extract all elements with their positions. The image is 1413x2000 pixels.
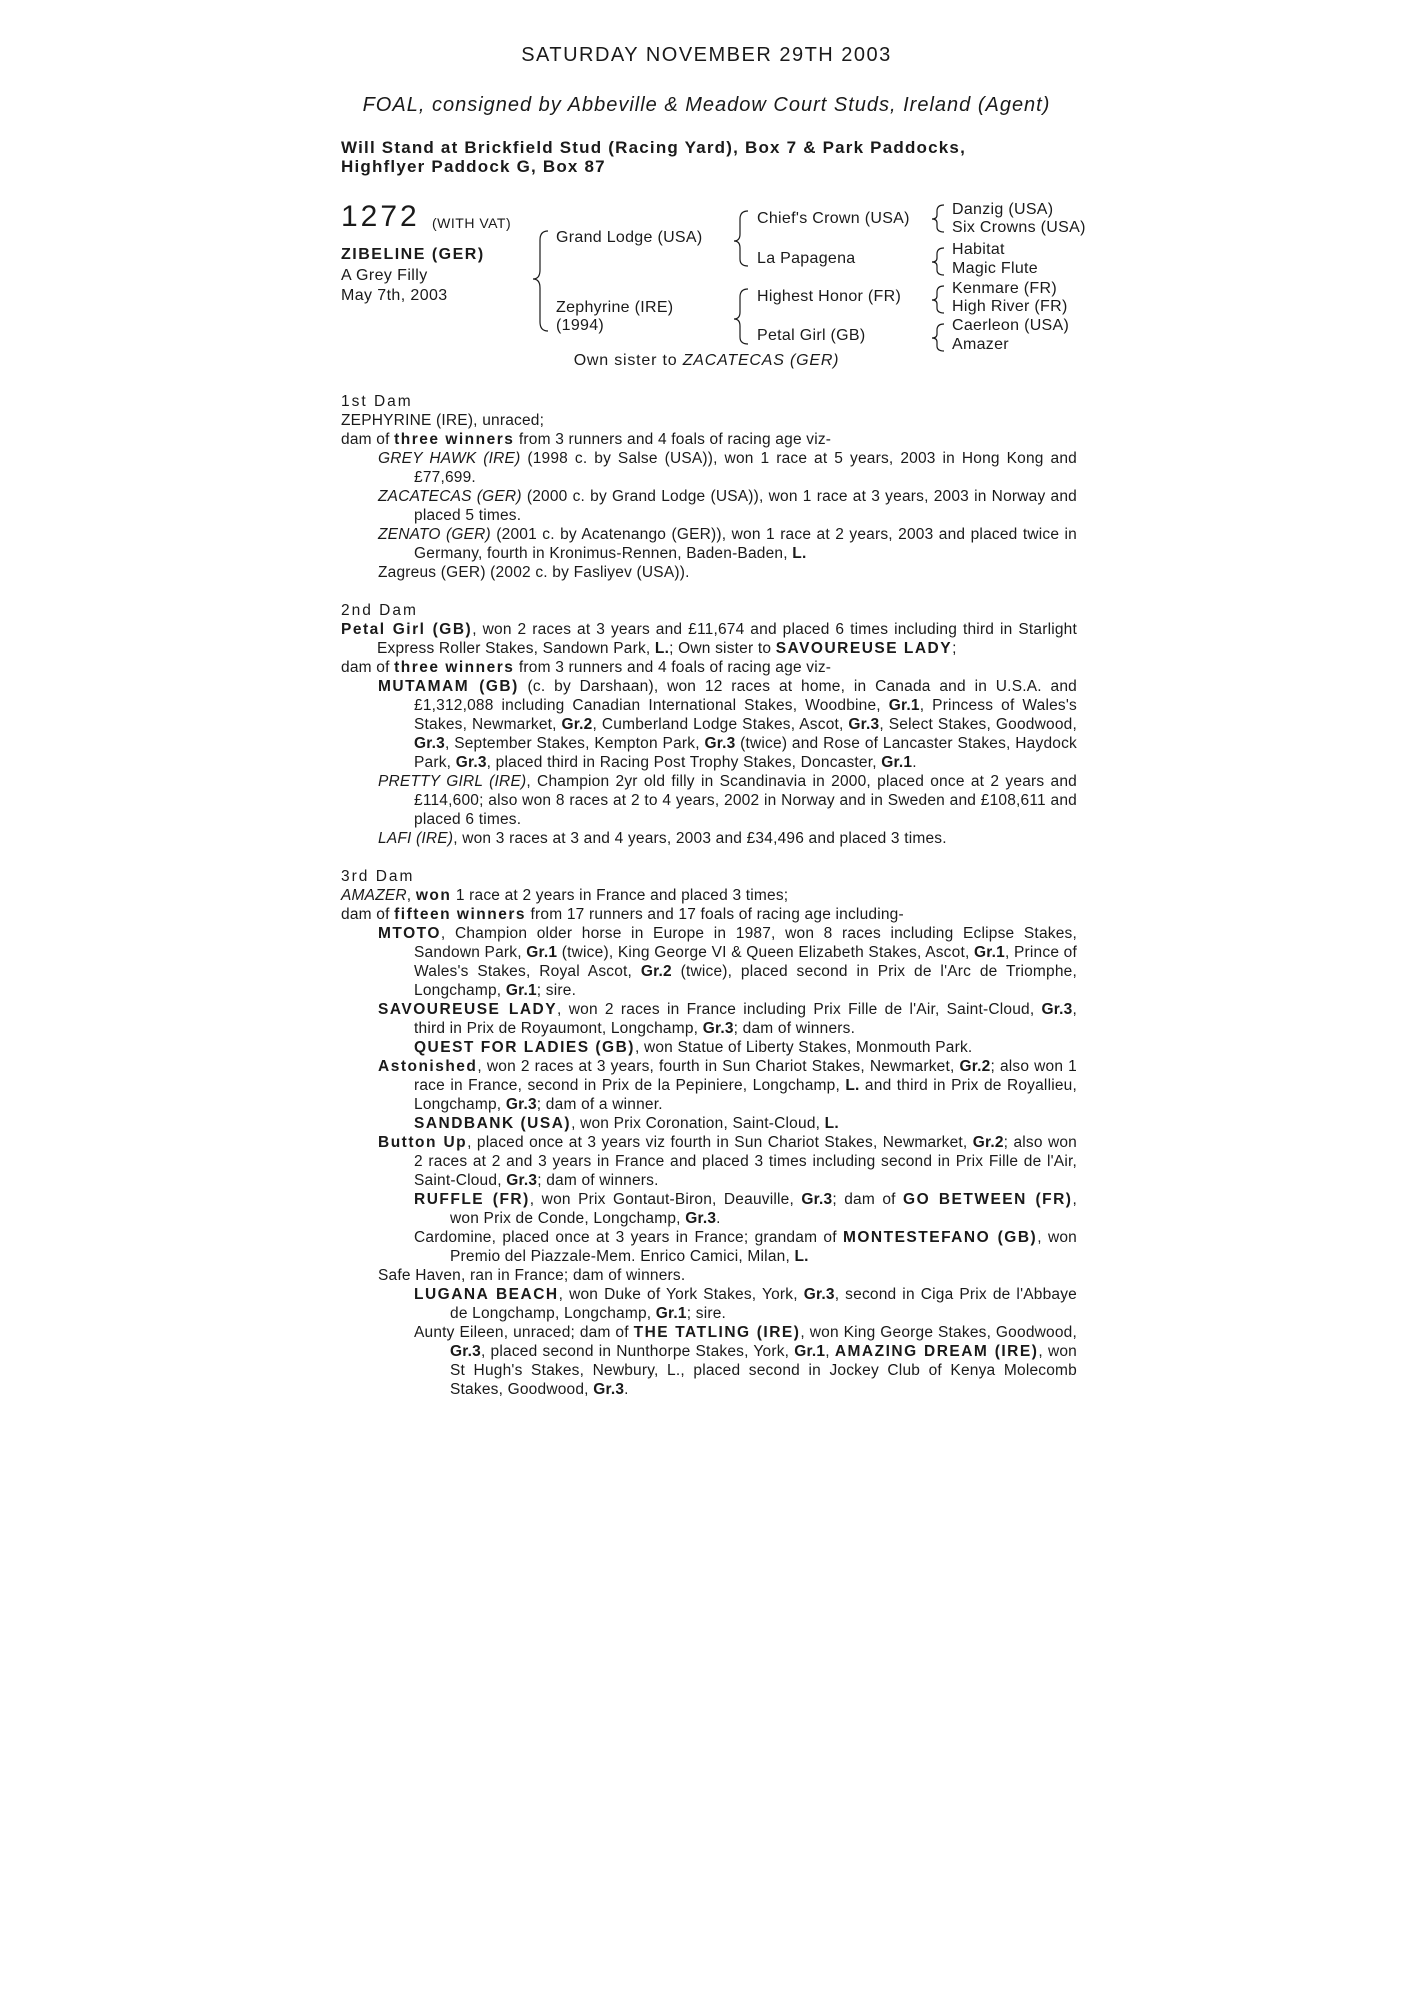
listed-marker: L.	[654, 640, 670, 657]
grade-marker: Gr.3	[505, 1096, 537, 1113]
foal-name: Astonished	[378, 1058, 478, 1075]
brace-g4	[932, 324, 944, 351]
foal-name: AMAZING DREAM (IRE)	[834, 1343, 1039, 1360]
third-dam-grandfoal-ruffle	[414, 1190, 1077, 1228]
foaling-date: May 7th, 2003	[341, 287, 448, 304]
foal-name: THE TATLING (IRE)	[633, 1324, 801, 1341]
foal-name: LAFI (IRE)	[378, 830, 454, 847]
grade-marker: Gr.3	[450, 1343, 481, 1360]
foal-record: , third in Prix de Royaumont, Longchamp,	[414, 1001, 1078, 1037]
foal-record: , won Duke of York Stakes, York,	[558, 1286, 798, 1303]
grade-marker: Gr.3	[506, 1172, 538, 1189]
listed-marker: L.	[792, 545, 807, 562]
foal-record: , won Premio del Piazzale-Mem. Enrico Camici, Milan,	[450, 1229, 1077, 1265]
foal-name: SAVOUREUSE LADY	[378, 1001, 558, 1018]
foal-record: , second in Ciga Prix de l'Abbaye de Longchamp, Longchamp,	[450, 1286, 1077, 1322]
foal-record: , Champion 2yr old filly in Scandinavia in 2000, placed once at 2 years and £114,600; also won 8 races at 2 to 4 years, 2002 in Norway and in Sweden and £108,611 and placed 6 times.	[414, 773, 1077, 828]
grade-marker: Gr.1	[526, 944, 558, 961]
third-dam-grandfoal-quest	[414, 1038, 1077, 1057]
pedigree-dam-year: (1994)	[556, 317, 605, 334]
third-dam-foal-astonished	[378, 1057, 1077, 1114]
second-dam-foal-lafi	[378, 829, 1077, 848]
listed-marker: L.	[824, 1115, 839, 1132]
foal-name: GREY HAWK (IRE)	[378, 450, 521, 467]
foal-record: , won King George Stakes, Goodwood,	[800, 1324, 1078, 1341]
third-dam-foal-mtoto	[378, 924, 1077, 1000]
third-dam-intro: AMAZER, won 1 race at 2 years in France and placed 3 times;	[341, 887, 789, 904]
third-dam-summary	[341, 905, 1077, 924]
second-dam-summary	[341, 658, 1077, 677]
brace-g2	[932, 248, 944, 275]
pedigree-gg-4: Magic Flute	[952, 260, 1038, 277]
grade-marker: Gr.3	[1041, 1001, 1073, 1018]
foal-record: , placed third in Racing Post Trophy Stakes, Doncaster,	[486, 754, 877, 771]
punctuation: ,	[825, 1343, 830, 1360]
pedigree-gg-7: Caerleon (USA)	[952, 317, 1070, 334]
foal-name: MUTAMAM (GB)	[378, 678, 519, 695]
foal-record: , placed once at 3 years viz fourth in Sun Chariot Stakes, Newmarket,	[467, 1134, 968, 1151]
foal-record: ; dam of winners.	[733, 1020, 856, 1037]
foal-name: Button Up	[378, 1134, 468, 1151]
lot-number: 1272	[341, 200, 420, 233]
own-sister-prefix: Own sister to	[573, 352, 678, 369]
pedigree-gg-5: Kenmare (FR)	[952, 280, 1057, 297]
grade-marker: Gr.3	[801, 1191, 833, 1208]
foal-record: , Champion older horse in Europe in 1987, won 8 races including Eclipse Stakes, Sandown Park,	[414, 925, 1077, 961]
dam-of-label: dam of	[341, 659, 390, 676]
punctuation: .	[912, 754, 917, 771]
pedigree-gg-8: Amazer	[952, 336, 1009, 353]
foal-name: RUFFLE (FR)	[414, 1191, 530, 1208]
grade-marker: Gr.1	[794, 1343, 826, 1360]
brace-main	[533, 231, 548, 331]
pedigree-dam	[556, 299, 673, 335]
brace-dam	[734, 289, 748, 344]
grade-marker: Gr.2	[640, 963, 672, 980]
listed-marker: L.	[794, 1248, 809, 1265]
foal-record: , Cumberland Lodge Stakes, Ascot,	[592, 716, 844, 733]
sister-name: SAVOUREUSE LADY	[775, 640, 953, 657]
second-dam-intro	[341, 620, 1077, 658]
brace-sire	[734, 211, 748, 266]
grade-marker: Gr.3	[702, 1020, 734, 1037]
dam-of-detail: from 3 runners and 4 foals of racing age viz-	[518, 431, 832, 448]
foal-record: ; also won 2 races at 2 and 3 years in France and placed 3 times including second in Prix Fille de l'Air, Saint-Cloud,	[414, 1134, 1077, 1189]
first-dam-intro: ZEPHYRINE (IRE), unraced;	[341, 412, 545, 429]
pedigree-gg-1: Danzig (USA)	[952, 201, 1054, 218]
vat-note: (WITH VAT)	[432, 215, 512, 231]
grade-marker: Gr.2	[972, 1134, 1004, 1151]
foal-record: (2000 c. by Grand Lodge (USA)), won 1 race at 3 years, 2003 in Norway and placed 5 times.	[414, 488, 1077, 524]
foal-name: ZENATO (GER)	[378, 526, 491, 543]
foal-record: (twice) and Rose of Lancaster Stakes, Haydock Park,	[414, 735, 1077, 771]
dam-of-detail: from 3 runners and 4 foals of racing age viz-	[518, 659, 832, 676]
foal-record: , placed second in Nunthorpe Stakes, York,	[480, 1343, 790, 1360]
foal-record: ; dam of	[832, 1191, 896, 1208]
second-dam-record: , won 2 races at 3 years and £11,674 and placed 6 times including third in Starlight Express Roller Stakes, Sandown Park,	[377, 621, 1078, 657]
won-label: won	[415, 887, 452, 904]
grade-marker: Gr.1	[881, 754, 913, 771]
foal-record: Cardomine, placed once at 3 years in France; grandam of	[414, 1229, 837, 1246]
foal-record: (c. by Darshaan), won 12 races at home, in Canada and in U.S.A. and £1,312,088 including Canadian International Stakes, Woodbine,	[414, 678, 1078, 714]
own-sister-text: ; Own sister to	[669, 640, 772, 657]
grade-marker: Gr.3	[848, 716, 880, 733]
foal-record: ; dam of a winner.	[536, 1096, 663, 1113]
grade-marker: Gr.2	[959, 1058, 991, 1075]
foal-record: ; sire.	[536, 982, 577, 999]
brace-g1	[932, 205, 944, 232]
sale-date: SATURDAY NOVEMBER 29TH 2003	[521, 44, 892, 66]
produce-record	[341, 392, 1077, 1399]
pedigree-sire-dam: La Papagena	[757, 250, 856, 267]
foal-name: MONTESTEFANO (GB)	[842, 1229, 1038, 1246]
first-dam-foal-4: Zagreus (GER) (2002 c. by Fasliyev (USA)).	[378, 564, 690, 581]
first-dam-foal-2	[378, 487, 1077, 525]
foal-record: (twice), King George VI & Queen Elizabeth Stakes, Ascot,	[561, 944, 970, 961]
third-dam-foal-safe-haven: Safe Haven, ran in France; dam of winners.	[378, 1267, 686, 1284]
consignor-line: FOAL, consigned by Abbeville & Meadow Court Studs, Ireland (Agent)	[362, 94, 1051, 116]
foal-record: , won 2 races at 3 years, fourth in Sun Chariot Stakes, Newmarket,	[477, 1058, 955, 1075]
foal-name: QUEST FOR LADIES (GB)	[414, 1039, 635, 1056]
winner-count: three winners	[394, 431, 515, 448]
pedigree-sire-sire: Chief's Crown (USA)	[757, 210, 910, 227]
third-dam-grandfoal-sandbank	[414, 1114, 1077, 1133]
grade-marker: Gr.3	[704, 735, 736, 752]
horse-description: A Grey Filly	[341, 267, 428, 284]
foal-record: ; dam of winners.	[537, 1172, 659, 1189]
third-dam-foal-button-up	[378, 1133, 1077, 1190]
second-dam-name: Petal Girl (GB)	[341, 621, 473, 638]
foal-name: LUGANA BEACH	[414, 1286, 559, 1303]
foal-record: , Princess of Wales's Stakes, Newmarket,	[414, 697, 1077, 733]
foal-record: ; also won 1 race in France, second in Prix de la Pepiniere, Longchamp,	[414, 1058, 1077, 1094]
foal-record: (1998 c. by Salse (USA)), won 1 race at 5 years, 2003 in Hong Kong and £77,699.	[414, 450, 1077, 486]
punctuation: .	[716, 1210, 721, 1227]
horse-name: ZIBELINE (GER)	[341, 246, 485, 263]
first-dam-heading: 1st Dam	[341, 393, 413, 410]
punctuation: ;	[952, 640, 957, 657]
dam-of-label: dam of	[341, 431, 390, 448]
foal-name: MTOTO	[378, 925, 441, 942]
pedigree-dam-sire: Highest Honor (FR)	[757, 288, 902, 305]
winner-count: three winners	[394, 659, 515, 676]
foal-name: PRETTY GIRL (IRE)	[378, 773, 527, 790]
second-dam-heading: 2nd Dam	[341, 602, 418, 619]
grade-marker: Gr.1	[655, 1305, 687, 1322]
pedigree-dam-dam: Petal Girl (GB)	[757, 327, 866, 344]
grade-marker: Gr.1	[505, 982, 537, 999]
foal-name: SANDBANK (USA)	[414, 1115, 572, 1132]
foal-record: , Prince of Wales's Stakes, Royal Ascot,	[414, 944, 1077, 980]
third-dam-grandfoal-cardomine	[414, 1228, 1077, 1266]
dam-of-label: dam of	[341, 906, 390, 923]
grade-marker: Gr.3	[414, 735, 445, 752]
own-sister-name: ZACATECAS (GER)	[682, 352, 840, 369]
foal-record: , won Prix Coronation, Saint-Cloud,	[571, 1115, 821, 1132]
foal-record: (twice), placed second in Prix de l'Arc de Triomphe, Longchamp,	[414, 963, 1077, 999]
punctuation: .	[624, 1381, 629, 1398]
foal-record: (2001 c. by Acatenango (GER)), won 1 race at 2 years, 2003 and placed twice in Germany, fourth in Kronimus-Rennen, Baden-Baden,	[414, 526, 1077, 562]
stabling-line-2: Highflyer Paddock G, Box 87	[341, 157, 606, 176]
pedigree-braces	[0, 0, 1413, 400]
dam-of-detail: from 17 runners and 17 foals of racing age including-	[530, 906, 904, 923]
grade-marker: Gr.2	[561, 716, 593, 733]
first-dam-summary	[341, 430, 1077, 449]
third-dam-grandfoal-aunty-eileen	[414, 1323, 1077, 1399]
second-dam-foal-pretty-girl	[378, 772, 1077, 829]
grade-marker: Gr.1	[888, 697, 920, 714]
first-dam-foal-1	[378, 449, 1077, 487]
foal-record: , won Prix de Conde, Longchamp,	[450, 1191, 1077, 1227]
brace-g3	[932, 286, 944, 313]
grade-marker: Gr.3	[455, 754, 487, 771]
foal-record: , won St Hugh's Stakes, Newbury, L., placed second in Jockey Club of Kenya Molecomb Stakes, Goodwood,	[450, 1343, 1077, 1398]
pedigree-gg-3: Habitat	[952, 241, 1005, 258]
third-dam-record: 1 race at 2 years in France and placed 3 times;	[455, 887, 789, 904]
third-dam-heading: 3rd Dam	[341, 868, 415, 885]
third-dam-grandfoal-lugana	[414, 1285, 1077, 1323]
foal-name: GO BETWEEN (FR)	[903, 1191, 1073, 1208]
grade-marker: Gr.3	[685, 1210, 717, 1227]
listed-marker: L.	[845, 1077, 860, 1094]
third-dam-name: AMAZER	[341, 887, 407, 904]
grade-marker: Gr.3	[803, 1286, 835, 1303]
foal-record: , September Stakes, Kempton Park,	[444, 735, 700, 752]
foal-record: , won 3 races at 3 and 4 years, 2003 and £34,496 and placed 3 times.	[453, 830, 947, 847]
winner-count: fifteen winners	[394, 906, 526, 923]
pedigree-dam-name: Zephyrine (IRE)	[556, 299, 674, 316]
second-dam-foal-mutamam	[378, 677, 1077, 772]
foal-record: and third in Prix de Royallieu, Longchamp,	[414, 1077, 1078, 1113]
pedigree-gg-6: High River (FR)	[952, 298, 1068, 315]
foal-record: Aunty Eileen, unraced; dam of	[414, 1324, 629, 1341]
grade-marker: Gr.3	[593, 1381, 625, 1398]
first-dam-foal-3	[378, 525, 1077, 563]
foal-record: , Select Stakes, Goodwood,	[879, 716, 1077, 733]
foal-record: , won Prix Gontaut-Biron, Deauville,	[529, 1191, 794, 1208]
own-sister-note	[0, 352, 1413, 370]
foal-name: ZACATECAS (GER)	[378, 488, 522, 505]
stabling-line-1: Will Stand at Brickfield Stud (Racing Yard), Box 7 & Park Paddocks,	[341, 138, 967, 157]
foal-record: ; sire.	[686, 1305, 727, 1322]
foal-record: , won 2 races in France including Prix Fille de l'Air, Saint-Cloud,	[557, 1001, 1035, 1018]
pedigree-gg-2: Six Crowns (USA)	[952, 219, 1086, 236]
pedigree-sire: Grand Lodge (USA)	[556, 229, 703, 246]
foal-record: , won Statue of Liberty Stakes, Monmouth Park.	[634, 1039, 973, 1056]
third-dam-foal-savoureuse	[378, 1000, 1077, 1038]
grade-marker: Gr.1	[974, 944, 1005, 961]
